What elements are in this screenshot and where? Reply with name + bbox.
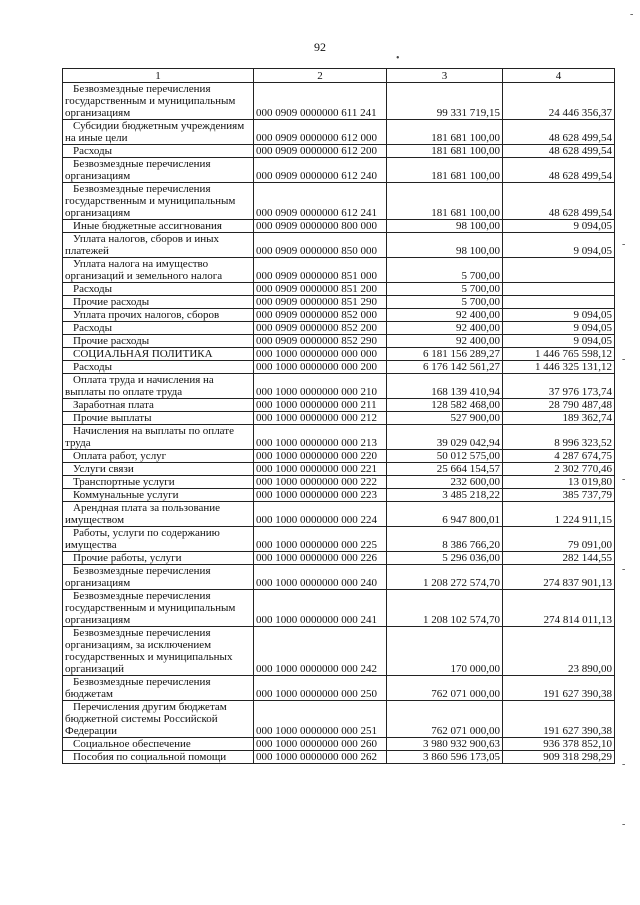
row-amount-cell: 50 012 575,00 [387, 450, 503, 463]
row-code-cell: 000 0909 0000000 851 290 [254, 296, 387, 309]
row-code-cell: 000 1000 0000000 000 210 [254, 374, 387, 399]
row-amount-cell: 1 446 765 598,12 [503, 348, 615, 361]
table-row [63, 627, 615, 676]
row-amount-cell: 6 181 156 289,27 [387, 348, 503, 361]
row-amount-cell: 191 627 390,38 [503, 701, 615, 738]
row-code-cell: 000 1000 0000000 000 223 [254, 489, 387, 502]
row-name-cell: Безвозмездные перечисления государственным и муниципальным организациям [63, 83, 254, 120]
row-name-cell: Социальное обеспечение [63, 738, 254, 751]
row-name-cell: Арендная плата за пользование имуществом [63, 502, 254, 527]
table-row [63, 322, 615, 335]
table-row [63, 258, 615, 283]
margin-mark: - [622, 239, 626, 250]
row-name-cell: Расходы [63, 322, 254, 335]
row-amount-cell: 6 176 142 561,27 [387, 361, 503, 374]
row-amount-cell: 385 737,79 [503, 489, 615, 502]
row-amount-cell: 2 302 770,46 [503, 463, 615, 476]
row-amount-cell: 5 700,00 [387, 283, 503, 296]
row-code-cell: 000 1000 0000000 000 250 [254, 676, 387, 701]
margin-mark: - [622, 759, 626, 770]
row-code-cell: 000 1000 0000000 000 000 [254, 348, 387, 361]
row-code-cell: 000 1000 0000000 000 212 [254, 412, 387, 425]
row-amount-cell: 1 208 272 574,70 [387, 565, 503, 590]
row-code-cell: 000 0909 0000000 612 000 [254, 120, 387, 145]
page-number: 92 [314, 40, 326, 54]
row-amount-cell: 274 814 011,13 [503, 590, 615, 627]
column-header: 3 [387, 69, 503, 83]
table-row [63, 309, 615, 322]
row-amount-cell: 762 071 000,00 [387, 701, 503, 738]
row-code-cell: 000 0909 0000000 612 200 [254, 145, 387, 158]
table-row [63, 348, 615, 361]
row-amount-cell: 168 139 410,94 [387, 374, 503, 399]
row-amount-cell: 3 485 218,22 [387, 489, 503, 502]
row-name-cell: Расходы [63, 145, 254, 158]
row-amount-cell: 5 296 036,00 [387, 552, 503, 565]
table-row [63, 425, 615, 450]
row-amount-cell: 9 094,05 [503, 322, 615, 335]
row-amount-cell: 1 224 911,15 [503, 502, 615, 527]
row-code-cell: 000 0909 0000000 852 200 [254, 322, 387, 335]
table-row [63, 701, 615, 738]
table-row [63, 590, 615, 627]
row-name-cell: Уплата прочих налогов, сборов [63, 309, 254, 322]
row-name-cell: Прочие работы, услуги [63, 552, 254, 565]
margin-mark: - [622, 564, 626, 575]
row-code-cell: 000 1000 0000000 000 241 [254, 590, 387, 627]
row-code-cell: 000 0909 0000000 612 240 [254, 158, 387, 183]
margin-mark: - [622, 354, 626, 365]
margin-mark: - [622, 474, 626, 485]
table-row [63, 527, 615, 552]
row-code-cell: 000 1000 0000000 000 222 [254, 476, 387, 489]
row-amount-cell: 1 446 325 131,12 [503, 361, 615, 374]
row-amount-cell: 48 628 499,54 [503, 183, 615, 220]
row-code-cell: 000 1000 0000000 000 224 [254, 502, 387, 527]
row-name-cell: Прочие выплаты [63, 412, 254, 425]
row-amount-cell [503, 296, 615, 309]
table-row [63, 374, 615, 399]
table-row [63, 399, 615, 412]
column-header: 1 [63, 69, 254, 83]
row-amount-cell: 936 378 852,10 [503, 738, 615, 751]
table-row [63, 489, 615, 502]
row-amount-cell: 9 094,05 [503, 233, 615, 258]
row-name-cell: Оплата труда и начисления на выплаты по оплате труда [63, 374, 254, 399]
row-code-cell: 000 1000 0000000 000 225 [254, 527, 387, 552]
row-name-cell: Безвозмездные перечисления организациям, за исключением государственных и муниципальных организаций [63, 627, 254, 676]
row-name-cell: Безвозмездные перечисления бюджетам [63, 676, 254, 701]
row-amount-cell: 9 094,05 [503, 220, 615, 233]
row-name-cell: Прочие расходы [63, 335, 254, 348]
row-amount-cell: 8 386 766,20 [387, 527, 503, 552]
row-code-cell: 000 0909 0000000 612 241 [254, 183, 387, 220]
budget-table [62, 68, 615, 764]
row-amount-cell: 92 400,00 [387, 309, 503, 322]
table-row [63, 158, 615, 183]
table-row [63, 450, 615, 463]
column-header: 2 [254, 69, 387, 83]
row-name-cell: Перечисления другим бюджетам бюджетной системы Российской Федерации [63, 701, 254, 738]
table-row [63, 183, 615, 220]
row-amount-cell: 13 019,80 [503, 476, 615, 489]
row-name-cell: СОЦИАЛЬНАЯ ПОЛИТИКА [63, 348, 254, 361]
row-amount-cell: 99 331 719,15 [387, 83, 503, 120]
row-code-cell: 000 1000 0000000 000 211 [254, 399, 387, 412]
row-code-cell: 000 1000 0000000 000 260 [254, 738, 387, 751]
table-header-row [63, 69, 615, 83]
row-amount-cell: 232 600,00 [387, 476, 503, 489]
row-amount-cell: 48 628 499,54 [503, 120, 615, 145]
row-code-cell: 000 0909 0000000 850 000 [254, 233, 387, 258]
row-code-cell: 000 1000 0000000 000 242 [254, 627, 387, 676]
table-row [63, 296, 615, 309]
table-row [63, 738, 615, 751]
table-row [63, 476, 615, 489]
row-code-cell: 000 0909 0000000 852 000 [254, 309, 387, 322]
row-amount-cell: 98 100,00 [387, 233, 503, 258]
row-amount-cell: 39 029 042,94 [387, 425, 503, 450]
table-body [63, 83, 615, 764]
row-amount-cell: 909 318 298,29 [503, 751, 615, 764]
row-amount-cell: 9 094,05 [503, 335, 615, 348]
table-row [63, 83, 615, 120]
row-amount-cell: 189 362,74 [503, 412, 615, 425]
row-name-cell: Безвозмездные перечисления государственным и муниципальным организациям [63, 183, 254, 220]
table-row [63, 676, 615, 701]
row-code-cell: 000 0909 0000000 851 000 [254, 258, 387, 283]
row-code-cell: 000 0909 0000000 611 241 [254, 83, 387, 120]
row-amount-cell: 5 700,00 [387, 258, 503, 283]
row-code-cell: 000 1000 0000000 000 262 [254, 751, 387, 764]
row-amount-cell: 6 947 800,01 [387, 502, 503, 527]
row-name-cell: Субсидии бюджетным учреждениям на иные цели [63, 120, 254, 145]
row-code-cell: 000 1000 0000000 000 240 [254, 565, 387, 590]
row-amount-cell: 181 681 100,00 [387, 120, 503, 145]
row-name-cell: Заработная плата [63, 399, 254, 412]
row-amount-cell: 4 287 674,75 [503, 450, 615, 463]
row-code-cell: 000 1000 0000000 000 200 [254, 361, 387, 374]
row-amount-cell: 282 144,55 [503, 552, 615, 565]
row-amount-cell: 181 681 100,00 [387, 158, 503, 183]
row-code-cell: 000 0909 0000000 800 000 [254, 220, 387, 233]
row-name-cell: Безвозмездные перечисления организациям [63, 158, 254, 183]
row-code-cell: 000 1000 0000000 000 220 [254, 450, 387, 463]
row-code-cell: 000 1000 0000000 000 213 [254, 425, 387, 450]
row-code-cell: 000 1000 0000000 000 221 [254, 463, 387, 476]
row-amount-cell: 181 681 100,00 [387, 183, 503, 220]
row-amount-cell: 8 996 323,52 [503, 425, 615, 450]
row-amount-cell: 25 664 154,57 [387, 463, 503, 476]
table-row [63, 361, 615, 374]
row-amount-cell: 92 400,00 [387, 335, 503, 348]
margin-mark: - [630, 9, 634, 20]
column-header: 4 [503, 69, 615, 83]
row-name-cell: Безвозмездные перечисления государственным и муниципальным организациям [63, 590, 254, 627]
scan-dot: • [396, 53, 400, 64]
row-amount-cell: 128 582 468,00 [387, 399, 503, 412]
row-name-cell: Оплата работ, услуг [63, 450, 254, 463]
row-name-cell: Прочие расходы [63, 296, 254, 309]
row-amount-cell: 1 208 102 574,70 [387, 590, 503, 627]
row-amount-cell: 527 900,00 [387, 412, 503, 425]
row-amount-cell: 181 681 100,00 [387, 145, 503, 158]
row-code-cell: 000 1000 0000000 000 251 [254, 701, 387, 738]
table-row [63, 233, 615, 258]
row-amount-cell: 762 071 000,00 [387, 676, 503, 701]
row-amount-cell: 92 400,00 [387, 322, 503, 335]
row-name-cell: Коммунальные услуги [63, 489, 254, 502]
row-name-cell: Работы, услуги по содержанию имущества [63, 527, 254, 552]
row-amount-cell: 191 627 390,38 [503, 676, 615, 701]
table-row [63, 120, 615, 145]
table-row [63, 220, 615, 233]
row-code-cell: 000 1000 0000000 000 226 [254, 552, 387, 565]
row-amount-cell [503, 283, 615, 296]
row-name-cell: Иные бюджетные ассигнования [63, 220, 254, 233]
table-row [63, 463, 615, 476]
row-name-cell: Уплата налога на имущество организаций и земельного налога [63, 258, 254, 283]
row-amount-cell: 79 091,00 [503, 527, 615, 552]
row-amount-cell: 5 700,00 [387, 296, 503, 309]
row-name-cell: Расходы [63, 361, 254, 374]
table-row [63, 335, 615, 348]
row-name-cell: Безвозмездные перечисления организациям [63, 565, 254, 590]
row-amount-cell: 170 000,00 [387, 627, 503, 676]
table-row [63, 565, 615, 590]
row-code-cell: 000 0909 0000000 851 200 [254, 283, 387, 296]
row-amount-cell: 24 446 356,37 [503, 83, 615, 120]
row-code-cell: 000 0909 0000000 852 290 [254, 335, 387, 348]
row-amount-cell: 274 837 901,13 [503, 565, 615, 590]
row-amount-cell: 28 790 487,48 [503, 399, 615, 412]
table-row [63, 751, 615, 764]
row-amount-cell: 3 860 596 173,05 [387, 751, 503, 764]
row-amount-cell: 37 976 173,74 [503, 374, 615, 399]
row-amount-cell: 48 628 499,54 [503, 158, 615, 183]
row-amount-cell: 3 980 932 900,63 [387, 738, 503, 751]
table-row [63, 502, 615, 527]
row-amount-cell: 23 890,00 [503, 627, 615, 676]
table-row [63, 283, 615, 296]
table-row [63, 412, 615, 425]
table-row [63, 552, 615, 565]
row-amount-cell: 9 094,05 [503, 309, 615, 322]
row-name-cell: Расходы [63, 283, 254, 296]
row-amount-cell [503, 258, 615, 283]
row-name-cell: Услуги связи [63, 463, 254, 476]
row-name-cell: Пособия по социальной помощи [63, 751, 254, 764]
row-name-cell: Начисления на выплаты по оплате труда [63, 425, 254, 450]
row-amount-cell: 98 100,00 [387, 220, 503, 233]
row-name-cell: Транспортные услуги [63, 476, 254, 489]
row-name-cell: Уплата налогов, сборов и иных платежей [63, 233, 254, 258]
margin-mark: - [622, 819, 626, 830]
row-amount-cell: 48 628 499,54 [503, 145, 615, 158]
table-row [63, 145, 615, 158]
